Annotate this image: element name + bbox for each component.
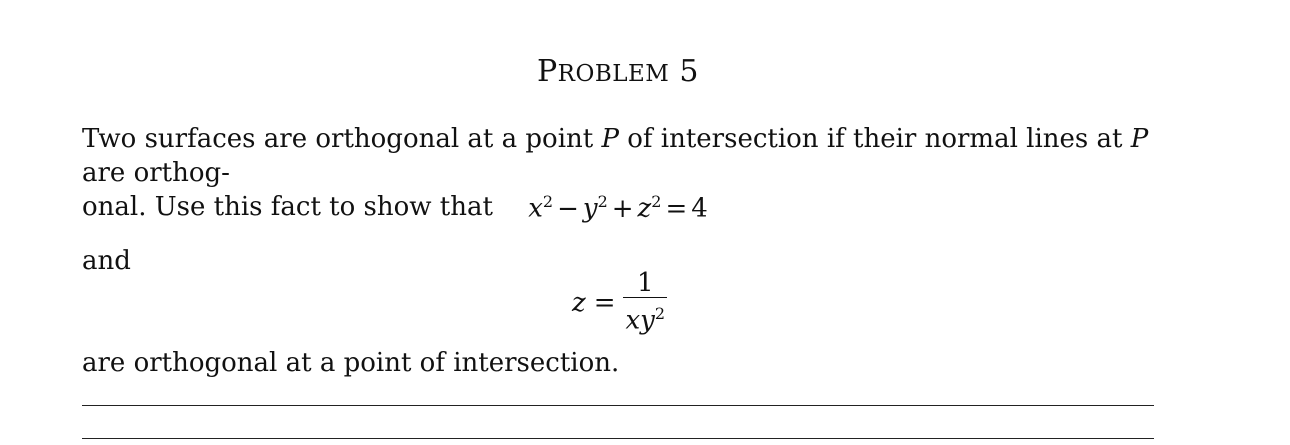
statement-text-a: Two surfaces are orthogonal at a point — [82, 124, 602, 154]
answer-line[interactable] — [82, 405, 1154, 406]
eq1-y: y — [582, 193, 598, 224]
conclusion-text: are orthogonal at a point of intersection. — [82, 348, 620, 378]
surface-equation-1 — [0, 192, 1236, 224]
title-rest: ROBLEM — [557, 61, 670, 87]
connector-text: and — [82, 246, 131, 276]
surface-equation-2 — [572, 268, 669, 338]
eq1-exp-x: 2 — [542, 192, 554, 211]
eq1-exp-z: 2 — [651, 192, 662, 211]
fraction-denominator — [622, 298, 670, 337]
statement-text-b: of intersection if their normal lines at — [618, 124, 1131, 154]
title-number: 5 — [679, 54, 700, 89]
eq2-lhs: z — [572, 288, 586, 318]
eq1-plus: + — [611, 193, 634, 224]
eq1-equals: = — [665, 193, 688, 224]
eq2-equals: = — [593, 288, 616, 318]
eq1-z: z — [637, 193, 652, 224]
eq1-minus: − — [557, 193, 579, 224]
eq1-x: x — [528, 193, 543, 224]
denominator-exponent: 2 — [654, 304, 666, 324]
eq1-exp-y: 2 — [597, 192, 608, 211]
eq2-fraction — [622, 269, 670, 337]
statement-text-c: are orthog- — [82, 158, 230, 188]
fraction-numerator: 1 — [637, 268, 654, 299]
point-p-variable: P — [601, 124, 619, 154]
title-initial: P — [536, 54, 558, 89]
statement-line-2: onal. Use this fact to show that — [82, 192, 493, 222]
eq1-rhs: 4 — [691, 193, 708, 224]
problem-title — [0, 54, 1236, 89]
answer-line[interactable] — [82, 438, 1154, 439]
point-p-variable: P — [1130, 124, 1149, 154]
denominator-base: xy — [625, 305, 655, 336]
